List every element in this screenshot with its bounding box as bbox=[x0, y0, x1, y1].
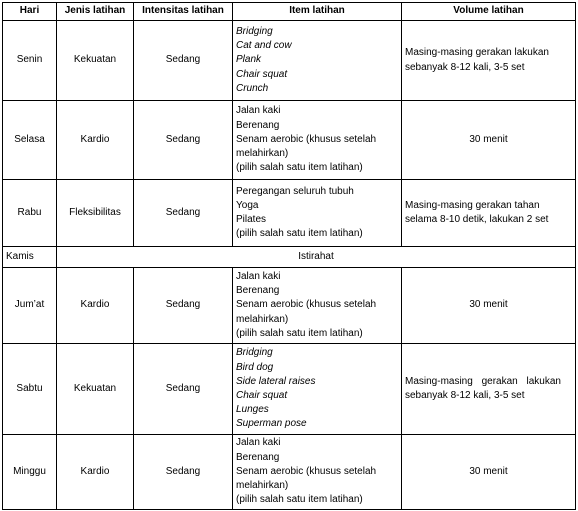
item-line: Cat and cow bbox=[236, 40, 292, 52]
cell-items bbox=[233, 180, 402, 247]
item-line: Jalan kaki bbox=[236, 270, 281, 282]
cell-volume bbox=[402, 268, 576, 344]
cell-volume bbox=[402, 180, 576, 247]
cell-volume bbox=[402, 435, 576, 510]
table-row-jumat bbox=[3, 268, 576, 344]
volume-line: 30 menit bbox=[469, 133, 508, 145]
cell-jenis: Kekuatan bbox=[57, 344, 134, 435]
cell-hari: Senin bbox=[3, 21, 57, 101]
cell-volume bbox=[402, 344, 576, 435]
item-line: Chair squat bbox=[236, 390, 288, 401]
item-line: melahirkan) bbox=[236, 148, 289, 160]
cell-intensitas: Sedang bbox=[134, 180, 233, 247]
table-row-kamis bbox=[3, 247, 576, 268]
table-row-sabtu bbox=[3, 344, 576, 435]
volume-line: Masing-masing gerakan tahan bbox=[405, 199, 540, 211]
volume-line: selama 8-10 detik, lakukan 2 set bbox=[405, 214, 549, 225]
volume-line: 30 menit bbox=[469, 465, 508, 477]
cell-jenis: Kardio bbox=[57, 268, 134, 344]
cell-intensitas: Sedang bbox=[134, 435, 233, 510]
cell-hari: Rabu bbox=[3, 180, 57, 247]
cell-intensitas: Sedang bbox=[134, 268, 233, 344]
header-row bbox=[3, 3, 576, 21]
cell-istirahat: Istirahat bbox=[57, 247, 576, 268]
item-line: Senam aerobic (khusus setelah bbox=[236, 465, 377, 477]
item-line: Lunges bbox=[236, 404, 269, 416]
item-line: (pilih salah satu item latihan) bbox=[236, 327, 363, 339]
header-volume-latihan: Volume latihan bbox=[402, 3, 576, 21]
item-line: Berenang bbox=[236, 285, 280, 297]
cell-items bbox=[233, 101, 402, 180]
item-line: Chair squat bbox=[236, 68, 288, 80]
cell-jenis: Fleksibilitas bbox=[57, 180, 134, 247]
cell-intensitas: Sedang bbox=[134, 21, 233, 101]
header-item-latihan: Item latihan bbox=[233, 3, 402, 21]
item-line: (pilih salah satu item latihan) bbox=[236, 228, 363, 240]
item-line: (pilih salah satu item latihan) bbox=[236, 494, 363, 506]
item-line: Bridging bbox=[236, 25, 273, 37]
table-row-rabu bbox=[3, 180, 576, 247]
item-line: Berenang bbox=[236, 451, 280, 463]
item-line: Crunch bbox=[236, 82, 269, 94]
volume-line: Masing-masing gerakan lakukan bbox=[405, 47, 549, 59]
item-line: Plank bbox=[236, 54, 262, 66]
item-line: Jalan kaki bbox=[236, 105, 281, 117]
cell-items bbox=[233, 21, 402, 101]
cell-intensitas: Sedang bbox=[134, 344, 233, 435]
item-line: (pilih salah satu item latihan) bbox=[236, 162, 363, 174]
table-row-selasa bbox=[3, 101, 576, 180]
cell-volume bbox=[402, 101, 576, 180]
item-line: Berenang bbox=[236, 119, 280, 131]
volume-line: 30 menit bbox=[469, 299, 508, 311]
item-line: Jalan kaki bbox=[236, 437, 281, 449]
table-row-minggu bbox=[3, 435, 576, 510]
cell-hari: Jum’at bbox=[3, 268, 57, 344]
cell-items bbox=[233, 435, 402, 510]
cell-hari: Kamis bbox=[3, 247, 57, 268]
item-line: Superman pose bbox=[236, 418, 307, 430]
cell-hari: Selasa bbox=[3, 101, 57, 180]
item-line: Bridging bbox=[236, 347, 273, 359]
item-line: Pilates bbox=[236, 214, 267, 225]
item-line: Side lateral raises bbox=[236, 375, 316, 387]
header-intensitas-latihan: Intensitas latihan bbox=[134, 3, 233, 21]
exercise-schedule-table bbox=[2, 2, 576, 510]
table-row-senin bbox=[3, 21, 576, 101]
item-line: Peregangan seluruh tubuh bbox=[236, 185, 354, 197]
volume-line: sebanyak 8-12 kali, 3-5 set bbox=[405, 390, 525, 401]
cell-hari: Sabtu bbox=[3, 344, 57, 435]
item-line: Yoga bbox=[236, 199, 259, 211]
cell-jenis: Kardio bbox=[57, 435, 134, 510]
item-line: melahirkan) bbox=[236, 313, 289, 325]
cell-hari: Minggu bbox=[3, 435, 57, 510]
cell-volume bbox=[402, 21, 576, 101]
volume-line: Masing-masing gerakan lakukan bbox=[405, 375, 561, 387]
volume-line: sebanyak 8-12 kali, 3-5 set bbox=[405, 61, 525, 73]
cell-jenis: Kekuatan bbox=[57, 21, 134, 101]
cell-items bbox=[233, 344, 402, 435]
item-line: melahirkan) bbox=[236, 480, 289, 492]
item-line: Bird dog bbox=[236, 361, 274, 373]
header-hari: Hari bbox=[3, 3, 57, 21]
item-line: Senam aerobic (khusus setelah bbox=[236, 133, 377, 145]
cell-items bbox=[233, 268, 402, 344]
header-jenis-latihan: Jenis latihan bbox=[57, 3, 134, 21]
item-line: Senam aerobic (khusus setelah bbox=[236, 299, 377, 311]
cell-jenis: Kardio bbox=[57, 101, 134, 180]
cell-intensitas: Sedang bbox=[134, 101, 233, 180]
